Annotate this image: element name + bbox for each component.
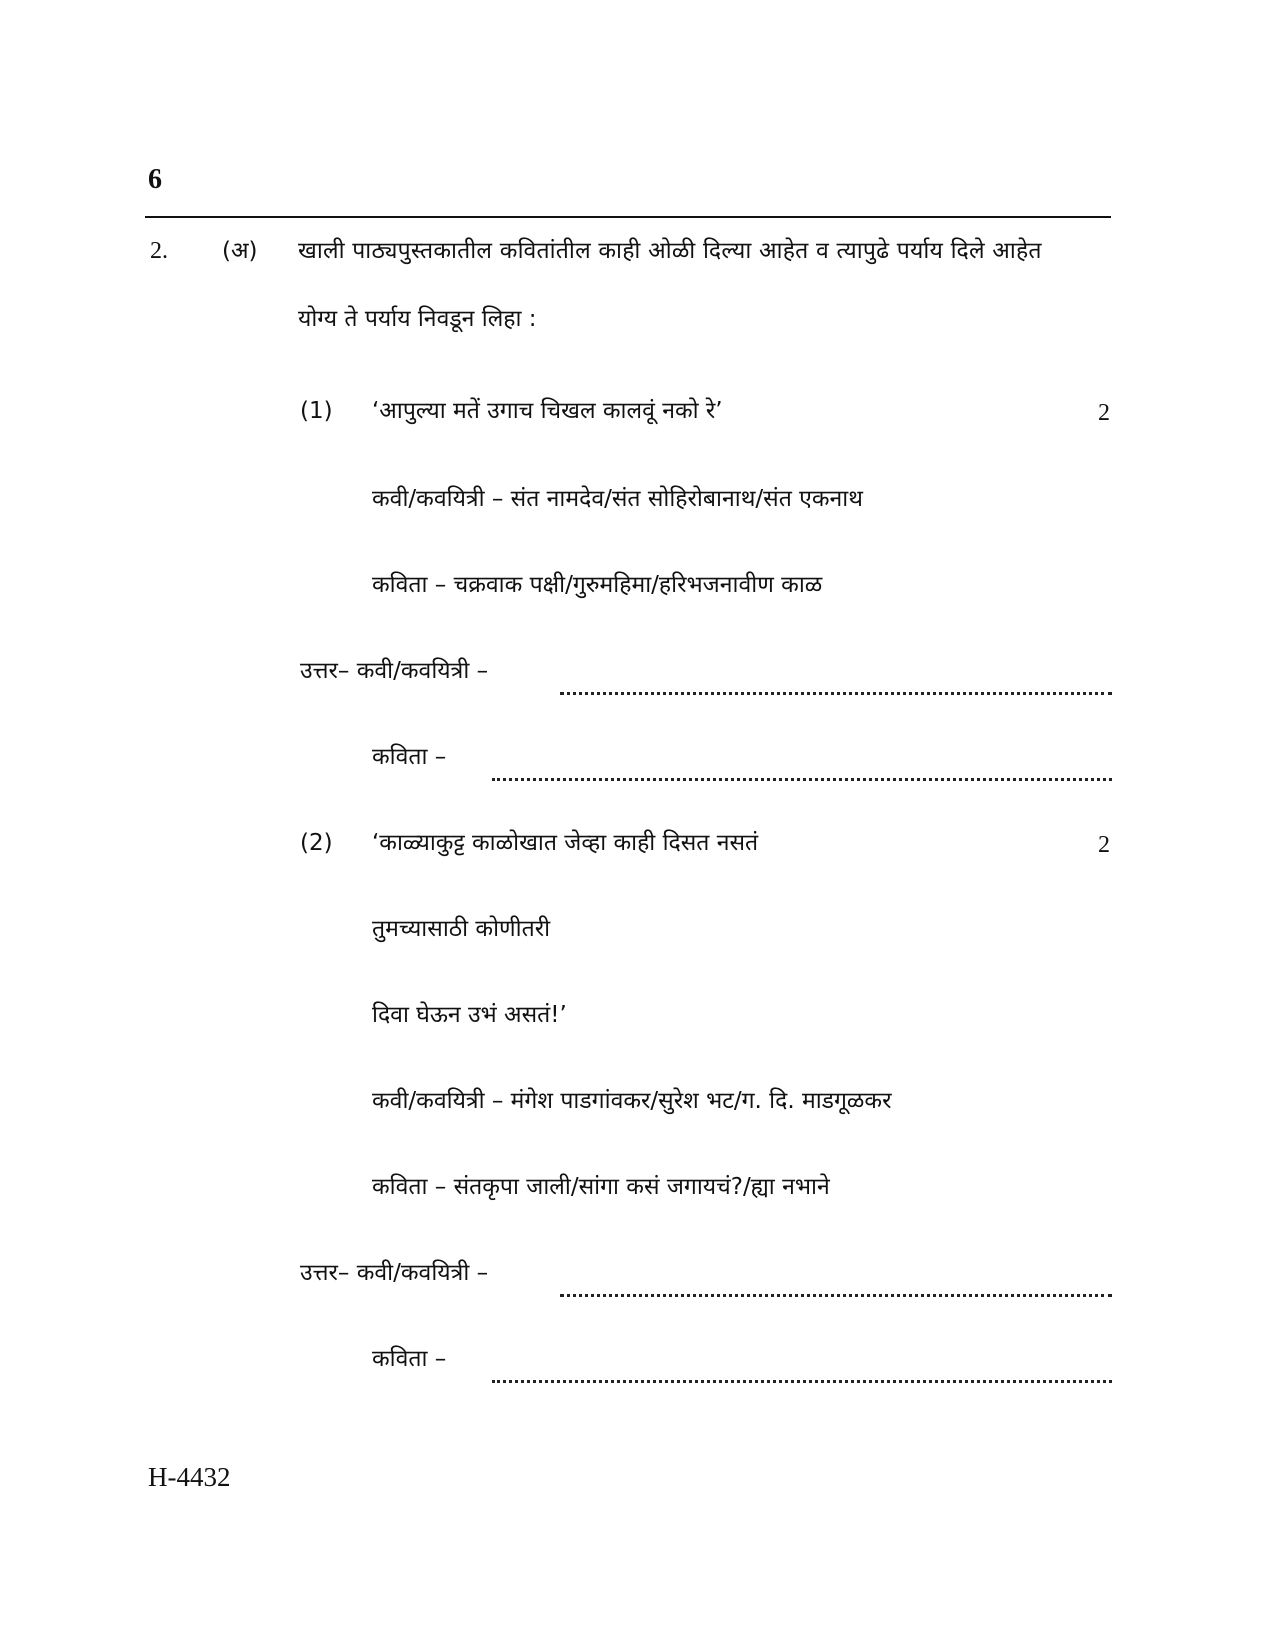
item-1-marks: 2	[1098, 400, 1110, 426]
item-2-poem-options: कविता – संतकृपा जाली/सांगा कसं जगायचं?/ह्या नभाने	[372, 1174, 830, 1200]
question-number: 2.	[150, 238, 168, 264]
paper-code: H-4432	[148, 1462, 231, 1492]
item-2-answer-poet-blank[interactable]	[560, 1264, 1112, 1297]
item-1-quote: ‘आपुल्या मतें उगाच चिखल कालवूं नको रे’	[372, 398, 723, 424]
item-1-answer-poem-blank[interactable]	[492, 748, 1112, 781]
header-rule	[145, 216, 1111, 218]
item-2-quote-line-3: दिवा घेऊन उभं असतं!’	[372, 1002, 567, 1028]
item-2-answer-poem-label: कविता –	[372, 1346, 447, 1372]
item-2-marks: 2	[1098, 832, 1110, 858]
item-1-poet-options: कवी/कवयित्री – संत नामदेव/संत सोहिरोबानाथ/संत एकनाथ	[372, 486, 863, 512]
item-2-answer-poem-blank[interactable]	[492, 1350, 1112, 1383]
item-2-quote-line-2: तुमच्यासाठी कोणीतरी	[372, 916, 551, 942]
item-1-answer-poet-blank[interactable]	[560, 662, 1112, 695]
instruction-line-2: योग्य ते पर्याय निवडून लिहा :	[298, 306, 537, 332]
item-1-poem-options: कविता – चक्रवाक पक्षी/गुरुमहिमा/हरिभजनावीण काळ	[372, 572, 823, 598]
item-2-quote-line-1: ‘काळ्याकुट्ट काळोखात जेव्हा काही दिसत नसतं	[372, 830, 759, 856]
instruction-line-1: खाली पाठ्यपुस्तकातील कवितांतील काही ओळी दिल्या आहेत व त्यापुढे पर्याय दिले आहेत	[298, 238, 1042, 264]
page-number: 6	[148, 164, 162, 195]
item-1-number: (1)	[300, 398, 333, 424]
item-2-poet-options: कवी/कवयित्री – मंगेश पाडगांवकर/सुरेश भट/ग. दि. माडगूळकर	[372, 1088, 892, 1114]
item-2-answer-poet-label: उत्तर– कवी/कवयित्री –	[300, 1260, 489, 1286]
item-1-answer-poem-label: कविता –	[372, 744, 447, 770]
item-2-number: (2)	[300, 830, 333, 856]
item-1-answer-poet-label: उत्तर– कवी/कवयित्री –	[300, 658, 489, 684]
question-sub-label: (अ)	[222, 238, 258, 264]
